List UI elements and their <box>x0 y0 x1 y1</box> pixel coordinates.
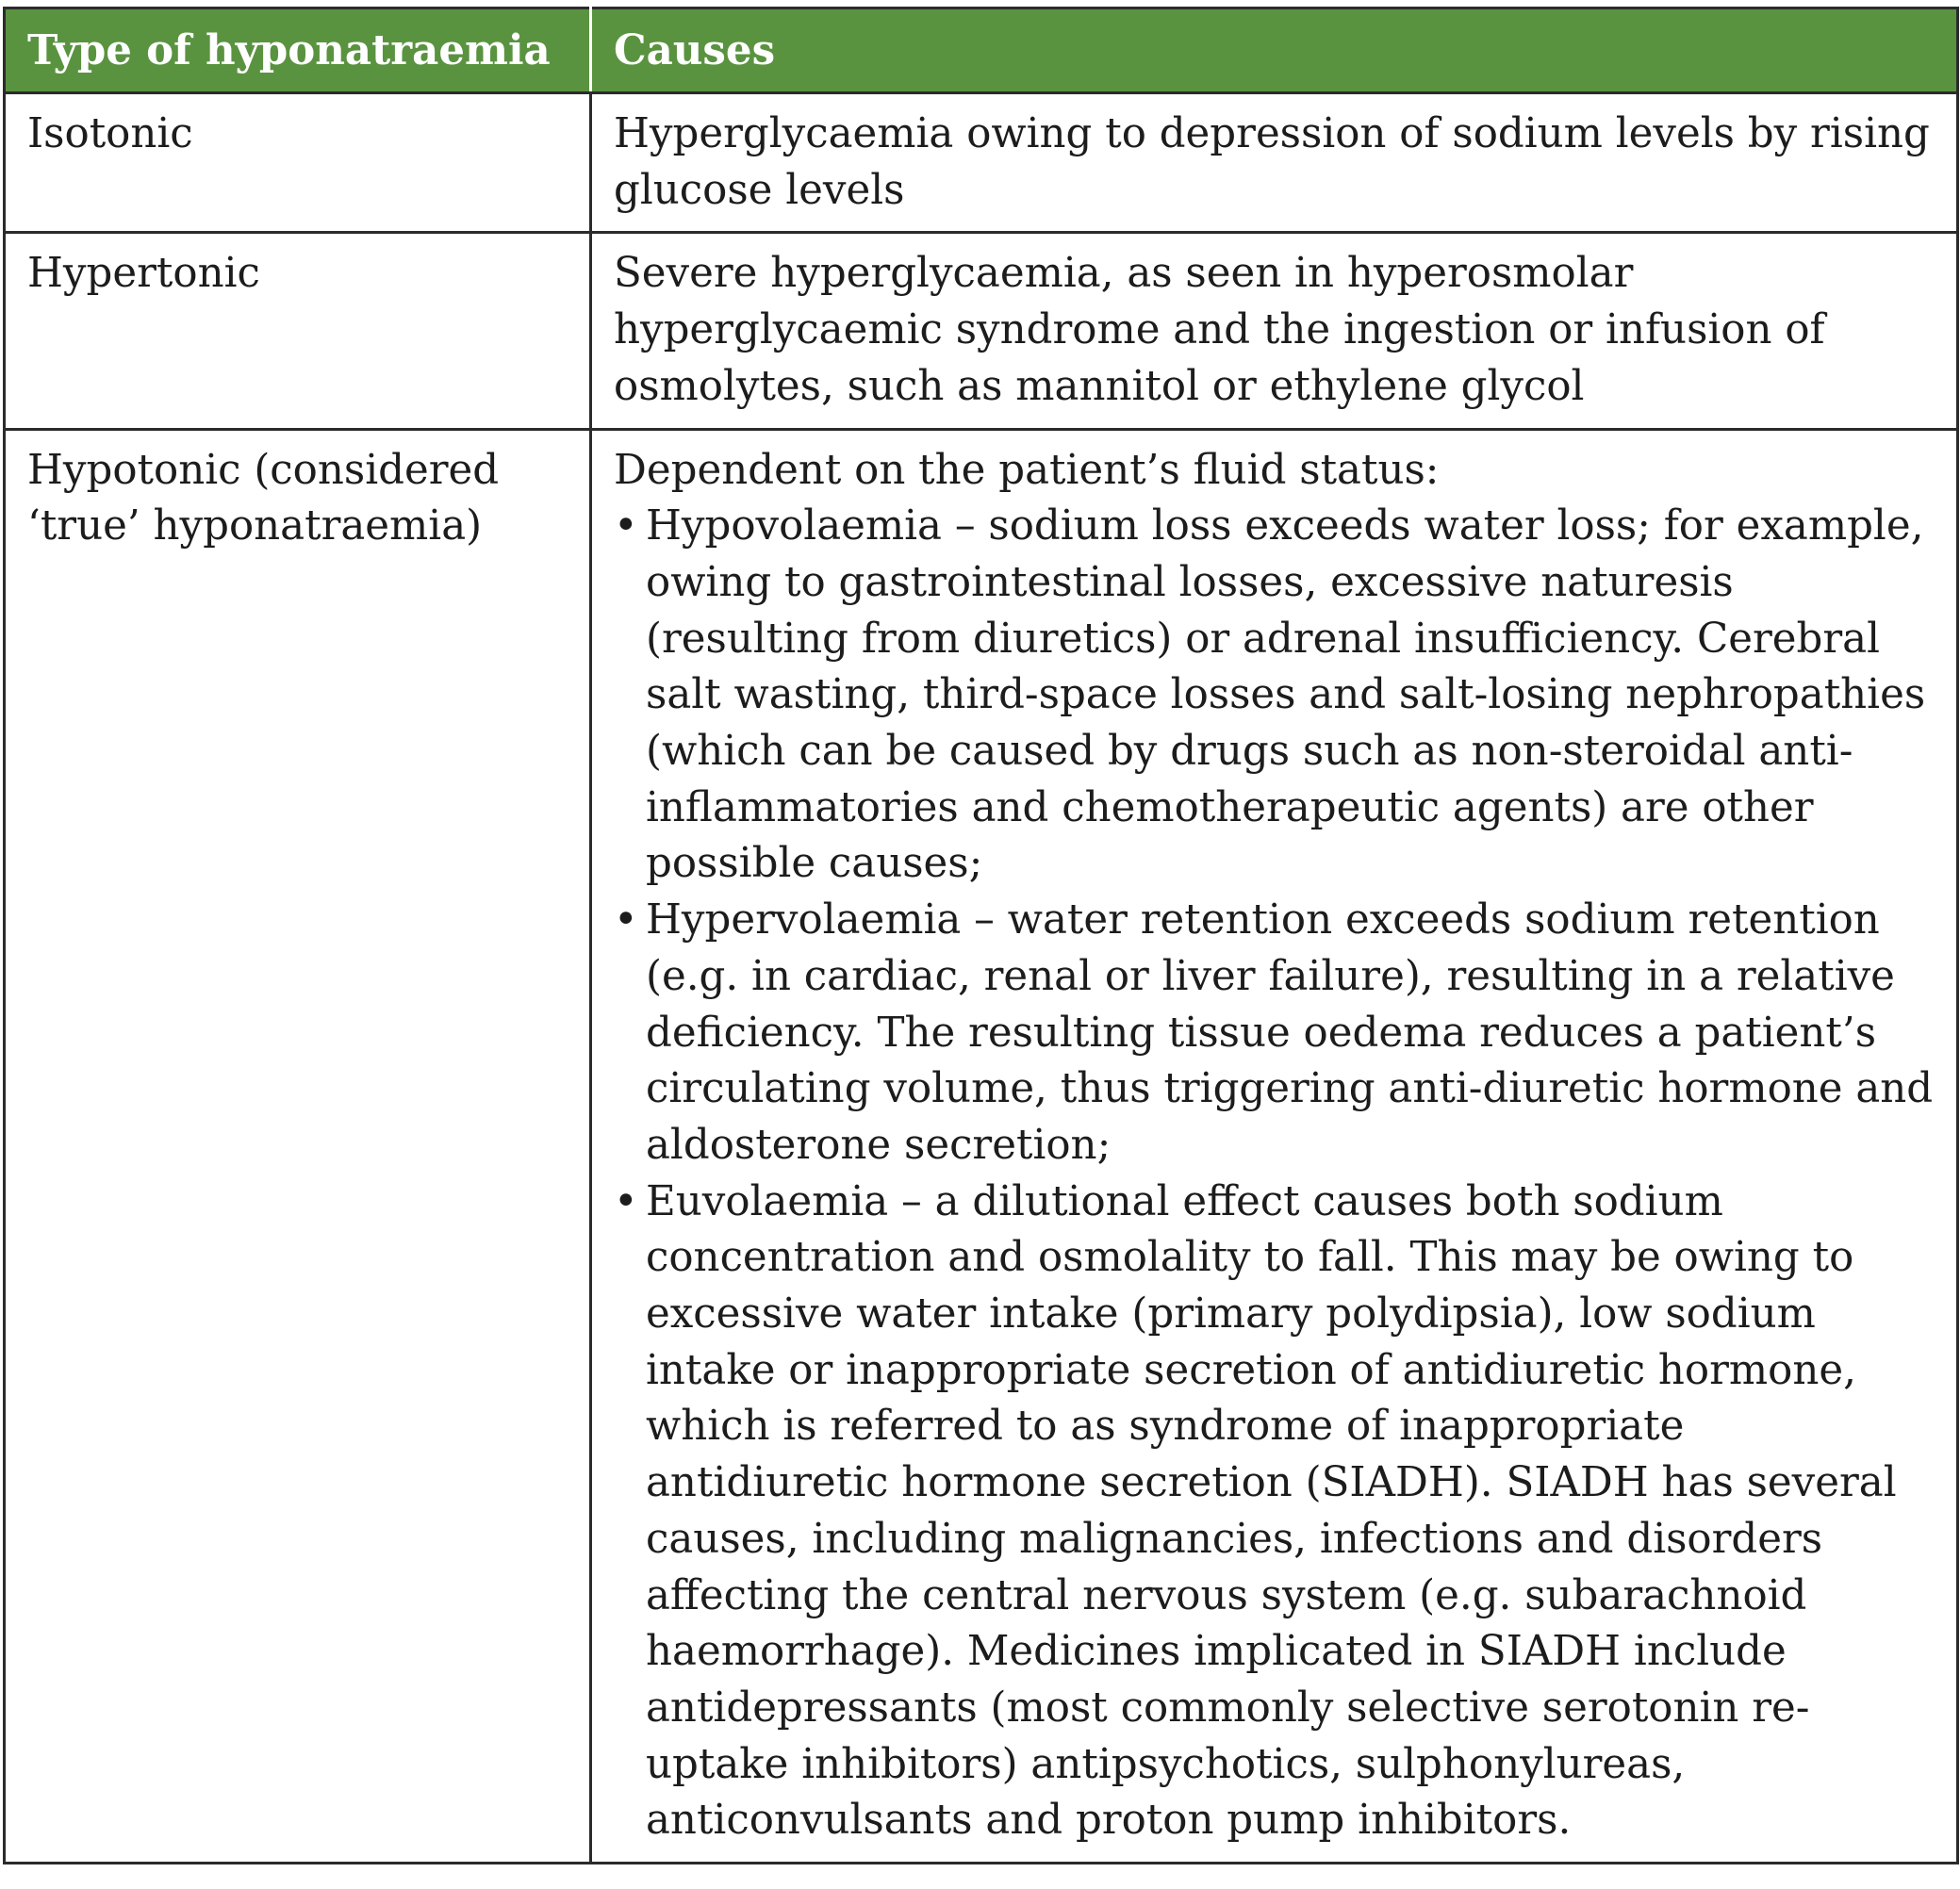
column-header-causes: Causes <box>591 8 1958 93</box>
fluid-status-list <box>614 499 1937 1849</box>
list-item-text: Hypervolaemia – water retention exceeds sodium retention (e.g. in cardiac, renal or liver failure), resulting in a relative deficiency. The resulting tissue oedema reduces a patient’s circulating volume, thus triggering anti-diuretic hormone and aldosterone secretion; <box>646 896 1934 1169</box>
list-item-hypovolaemia <box>614 499 1937 893</box>
bullet-icon: • <box>614 896 638 944</box>
table-body <box>5 93 1958 1864</box>
causes-cell: Hyperglycaemia owing to depression of sodium levels by rising glucose levels <box>591 93 1958 233</box>
list-item-text: Euvolaemia – a dilutional effect causes both sodium concentration and osmolality to fall. This may be owing to excessive water intake (primary polydipsia), low sodium intake or inappropriate secretion of antidiuretic hormone, which is referred to as syndrome of inappropriate antidiuretic hormone secretion (SIADH). SIADH has several causes, including malignancies, infections and disorders affecting the central nervous system (e.g. subarachnoid haemorrhage). Medicines implicated in SIADH include antidepressants (most commonly selective serotonin re-uptake inhibitors) antipsychotics, sulphonylureas, anticonvulsants and proton pump inhibitors. <box>646 1177 1897 1845</box>
bullet-icon: • <box>614 502 638 550</box>
bullet-icon: • <box>614 1177 638 1225</box>
type-cell: Hypotonic (considered ‘true’ hyponatraemia) <box>5 429 591 1864</box>
causes-intro: Dependent on the patient’s fluid status: <box>614 446 1440 494</box>
table-header-row <box>5 8 1958 93</box>
table-header <box>5 8 1958 93</box>
list-item-text: Hypovolaemia – sodium loss exceeds water loss; for example, owing to gastrointestinal losses, excessive naturesis (resulting from diuretics) or adrenal insufficiency. Cerebral salt wasting, third-space losses and salt-losing nephropathies (which can be caused by drugs such as non-steroidal anti-inflammatories and chemotherapeutic agents) are other possible causes; <box>646 502 1926 888</box>
hyponatraemia-causes-table <box>3 7 1959 1864</box>
causes-cell <box>591 429 1958 1864</box>
type-cell: Hypertonic <box>5 233 591 429</box>
list-item-hypervolaemia <box>614 893 1937 1174</box>
table-row-hypertonic <box>5 233 1958 429</box>
table-row-hypotonic <box>5 429 1958 1864</box>
type-cell: Isotonic <box>5 93 591 233</box>
list-item-euvolaemia <box>614 1174 1937 1849</box>
table-row-isotonic <box>5 93 1958 233</box>
causes-cell: Severe hyperglycaemia, as seen in hyperosmolar hyperglycaemic syndrome and the ingestion or infusion of osmolytes, such as mannitol or ethylene glycol <box>591 233 1958 429</box>
column-header-type: Type of hyponatraemia <box>5 8 591 93</box>
